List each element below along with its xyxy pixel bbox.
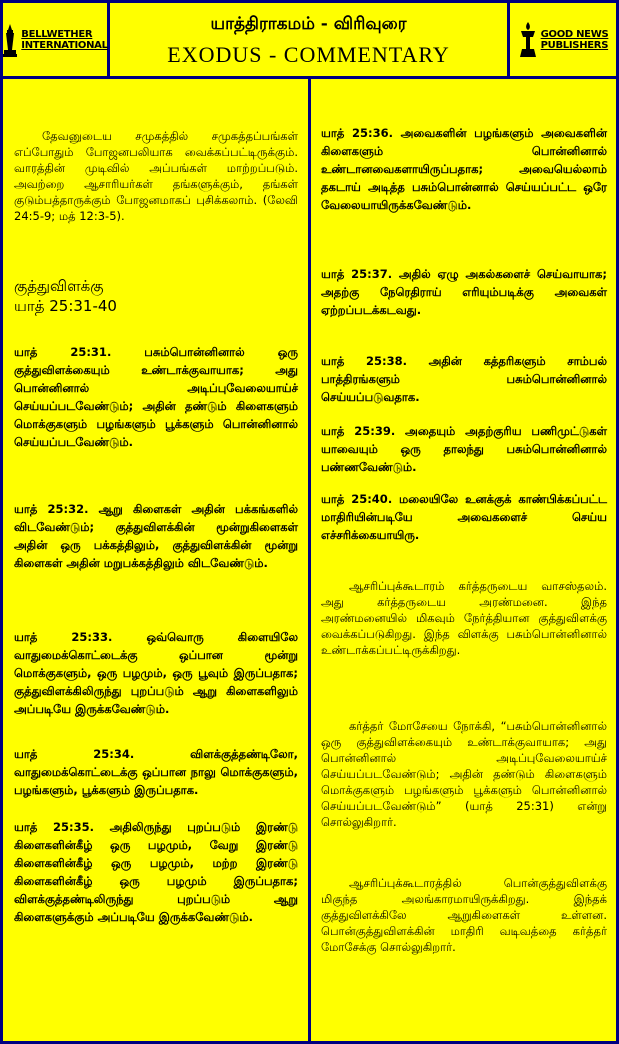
verse-25-39: யாத் 25:39. அதையும் அதற்குரிய பணிமுட்டுகள் யாவையும் ஒரு தாலந்து பசும்பொன்னினால் பண்ணவேண்டும்.	[321, 424, 607, 474]
title-block	[110, 3, 510, 76]
good-news-logo	[510, 3, 616, 76]
verse-25-35: யாத் 25:35. அதிலிருந்து புறப்படும் இரண்டு கிளைகளின்கீழ் ஒரு பழமும், வேறு இரண்டு கிளைகளின்கீழ் ஒரு பழமும், மற்ற இரண்டு கிளைகளின்கீழ் ஒரு பழமும் இருப்பதாக; விளக்குத்தண்டிலிருந்து புறப்படும் ஆறு கிளைகளுக்கும் அப்படியே இருக்கவேண்டும்.	[14, 820, 298, 924]
commentary-paragraph-1: ஆசரிப்புக்கூடாரம் கர்த்தருடைய வாசஸ்தலம். அது கர்த்தருடைய அரண்மனை. இந்த அரண்மனையில் மிகவும் நேர்த்தியான குத்துவிளக்கு வைக்கப்படுகிறது. இந்த விளக்கு பசும்பொன்னினால் உண்டாக்கப்பட்டிருக்கிறது.	[321, 579, 607, 657]
verse-25-31: யாத் 25:31. பசும்பொன்னினால் ஒரு குத்துவிளக்கையும் உண்டாக்குவாயாக; அது பொன்னினால் அடிப்புவேலையாய்ச் செய்யப்படவேண்டும்; அதின் தண்டும் கிளைகளும் மொக்குகளும் பழங்களும் பூக்களும் பொன்னினால் செய்யப்படவேண்டும்.	[14, 345, 298, 449]
verse-25-36: யாத் 25:36. அவைகளின் பழங்களும் அவைகளின் கிளைகளும் பொன்னினால் உண்டானவைகளாயிருப்பதாக; அவையெல்லாம் தகடாய் அடித்த பசும்பொன்னால் செய்யப்பட்ட ஒரே வேலையாயிருக்கவேண்டும்.	[321, 126, 607, 212]
header	[0, 0, 619, 79]
verse-25-34: யாத் 25:34. விளக்குத்தண்டிலோ, வாதுமைக்கொட்டைக்கு ஒப்பான நாலு மொக்குகளும், பழங்களும், பூக்களும் இருப்பதாக.	[14, 747, 298, 797]
heading-title: குத்துவிளக்கு	[14, 277, 104, 295]
verse-25-38: யாத் 25:38. அதின் கத்தரிகளும் சாம்பல் பாத்திரங்களும் பசும்பொன்னினால் செய்யப்படுவதாக.	[321, 354, 607, 404]
bellwether-logo	[3, 3, 110, 76]
commentary-paragraph-3: ஆசரிப்புக்கூடாரத்தில் பொன்குத்துவிளக்கு மிகுந்த அலங்காரமாயிருக்கிறது. இந்தக் குத்துவிளக்கிலே ஆறுகிளைகள் உள்ளன. பொன்குத்துவிளக்கின் மாதிரி வடிவத்தை கர்த்தர் மோசேக்கு சொல்லுகிறார்.	[321, 876, 607, 954]
verse-25-32: யாத் 25:32. ஆறு கிளைகள் அதின் பக்கங்களில் விடவேண்டும்; குத்துவிளக்கின் மூன்றுகிளைகள் அதின் ஒரு பக்கத்திலும், குத்துவிளக்கின் மூன்று கிளைகள் அதின் மறுபக்கத்திலும் விடவேண்டும்.	[14, 502, 298, 570]
logo-line-2: PUBLISHERS	[540, 39, 609, 51]
commentary-paragraph-2: கர்த்தர் மோசேயை நோக்கி, “பசும்பொன்னினால் ஒரு குத்துவிளக்கையும் உண்டாக்குவாயாக; அது பொன்னினால் அடிப்புவேலையாய்ச் செய்யப்படவேண்டும்; அதின் தண்டும் கிளைகளும் மொக்குகளும் பழங்களும் பூக்களும் பொன்னினால் செய்யப்படவேண்டும்” (யாத் 25:31) என்று சொல்லுகிறார்.	[321, 719, 607, 829]
intro-paragraph: தேவனுடைய சமுகத்தில் சமுகத்தப்பங்கள் எப்போதும் போஜனபலியாக வைக்கப்பட்டிருக்கும். வாரத்தின் முடிவில் அப்பங்கள் மாற்றப்படும். அவற்றை ஆசாரியர்கள் தங்களுக்கும், தங்கள் குடும்பத்தாருக்கும் போஜனமாகப் புசிக்கலாம். (லேவி 24:5-9; மத் 12:3-5).	[14, 129, 298, 223]
title-tamil: யாத்திராகமம் - விரிவுரை	[210, 13, 407, 34]
bellwether-lamp-icon	[2, 22, 18, 58]
lamp-icon	[518, 21, 538, 59]
logo-line-2: INTERNATIONAL	[21, 39, 108, 51]
verse-25-33: யாத் 25:33. ஒவ்வொரு கிளையிலே வாதுமைக்கொட்டைக்கு ஒப்பான மூன்று மொக்குகளும், ஒரு பழமும், ஒரு பூவும் இருப்பதாக; குத்துவிளக்கிலிருந்து புறப்படும் ஆறு கிளைகளிலும் அப்படியே இருக்கவேண்டும்.	[14, 630, 298, 716]
verse-25-37: யாத் 25:37. அதில் ஏழு அகல்களைச் செய்வாயாக; அதற்கு நேரெதிராய் எரியும்படிக்கு அவைகள் ஏற்றப்படக்கடவது.	[321, 267, 607, 317]
logo-line-1: BELLWETHER	[21, 28, 93, 40]
logo-line-1: GOOD NEWS	[540, 28, 609, 40]
verse-25-40: யாத் 25:40. மலையிலே உனக்குக் காண்பிக்கப்பட்ட மாதிரியின்படியே அவைகளைச் செய்ய எச்சரிக்கையாயிரு.	[321, 492, 607, 542]
heading-reference: யாத் 25:31-40	[14, 297, 117, 315]
title-english: EXODUS - COMMENTARY	[167, 41, 450, 67]
section-heading	[14, 276, 298, 316]
